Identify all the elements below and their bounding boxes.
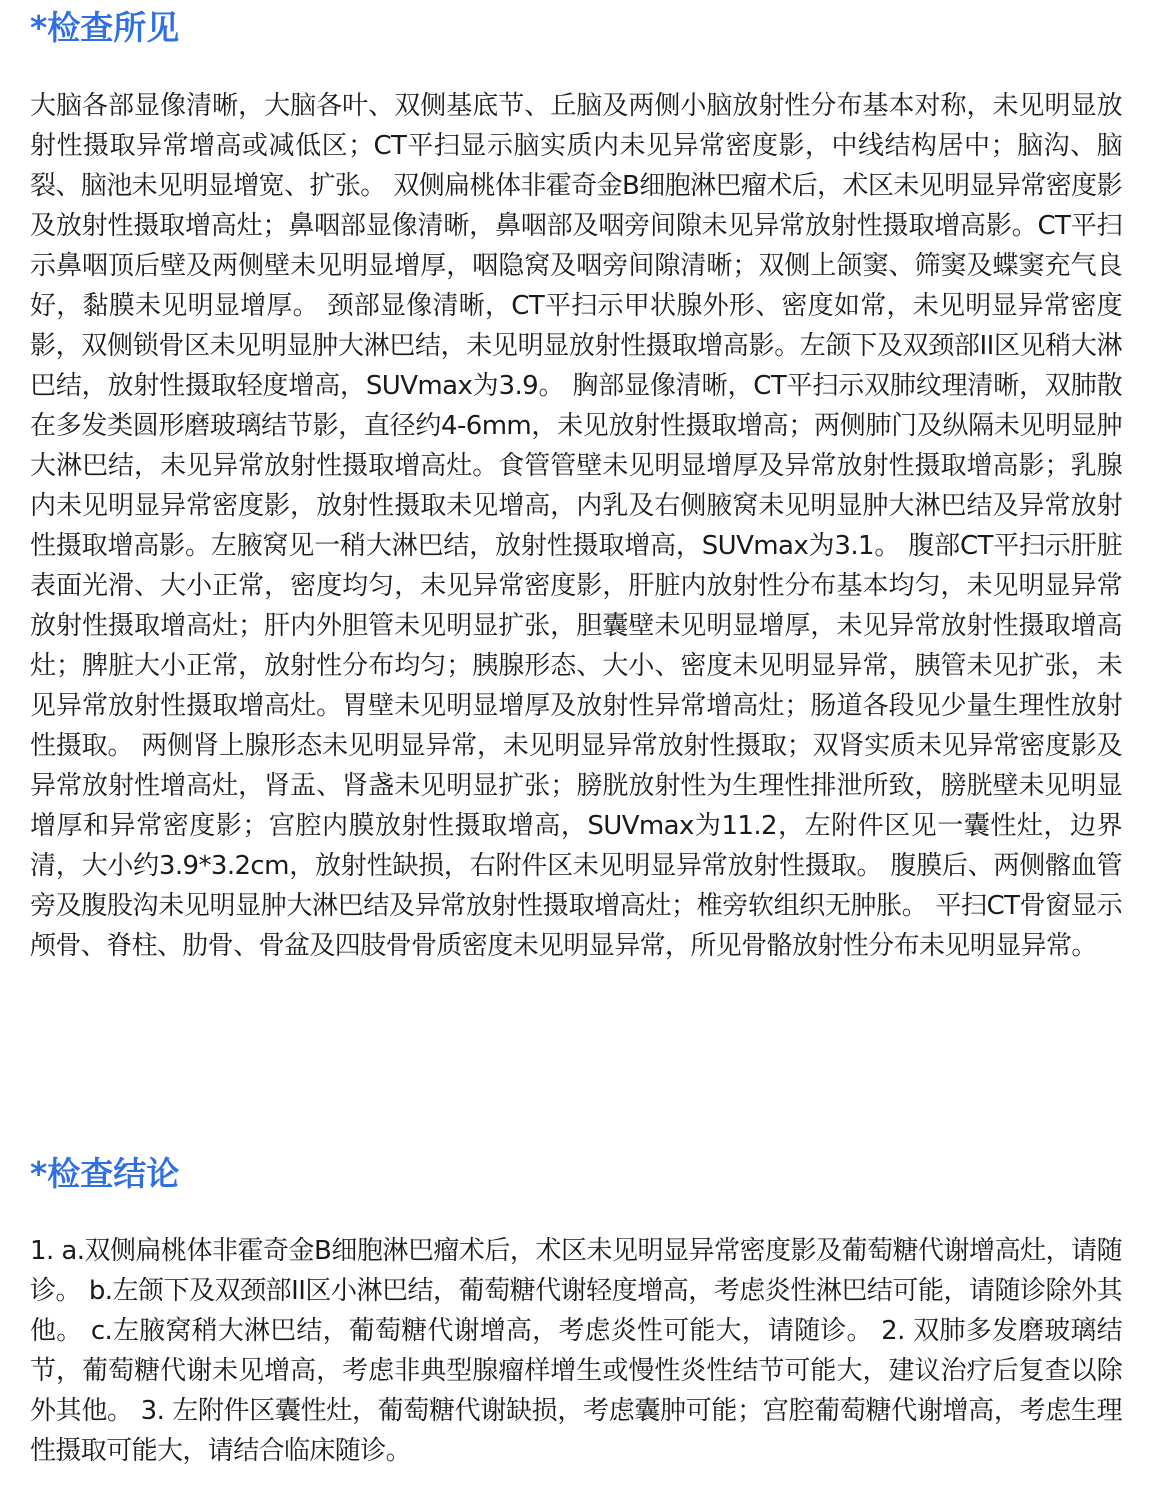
required-marker: *: [30, 1154, 48, 1193]
findings-heading: [30, 8, 179, 48]
conclusion-heading: [30, 1154, 179, 1194]
findings-text: 大脑各部显像清晰，大脑各叶、双侧基底节、丘脑及两侧小脑放射性分布基本对称，未见明显放射性摄取异常增高或减低区；CT平扫显示脑实质内未见异常密度影，中线结构居中；脑沟、脑裂、脑池未见明显增宽、扩张。 双侧扁桃体非霍奇金B细胞淋巴瘤术后，术区未见明显异常密度影及放射性摄取增高灶；鼻咽部显像清晰，鼻咽部及咽旁间隙未见异常放射性摄取增高影。CT平扫示鼻咽顶后壁及两侧壁未见明显增厚，咽隐窝及咽旁间隙清晰；双侧上颌窦、筛窦及蝶窦充气良好，黏膜未见明显增厚。 颈部显像清晰，CT平扫示甲状腺外形、密度如常，未见明显异常密度影，双侧锁骨区未见明显肿大淋巴结，未见明显放射性摄取增高影。左颌下及双颈部II区见稍大淋巴结，放射性摄取轻度增高，SUVmax为3.9。 胸部显像清晰，CT平扫示双肺纹理清晰，双肺散在多发类圆形磨玻璃结节影，直径约4-6mm，未见放射性摄取增高；两侧肺门及纵隔未见明显肿大淋巴结，未见异常放射性摄取增高灶。食管管壁未见明显增厚及异常放射性摄取增高影；乳腺内未见明显异常密度影，放射性摄取未见增高，内乳及右侧腋窝未见明显肿大淋巴结及异常放射性摄取增高影。左腋窝见一稍大淋巴结，放射性摄取增高，SUVmax为3.1。 腹部CT平扫示肝脏表面光滑、大小正常，密度均匀，未见异常密度影，肝脏内放射性分布基本均匀，未见明显异常放射性摄取增高灶；肝内外胆管未见明显扩张，胆囊壁未见明显增厚，未见异常放射性摄取增高灶；脾脏大小正常，放射性分布均匀；胰腺形态、大小、密度未见明显异常，胰管未见扩张，未见异常放射性摄取增高灶。胃壁未见明显增厚及放射性异常增高灶；肠道各段见少量生理性放射性摄取。 两侧肾上腺形态未见明显异常，未见明显异常放射性摄取；双肾实质未见异常密度影及异常放射性增高灶，肾盂、肾盏未见明显扩张；膀胱放射性为生理性排泄所致，膀胱壁未见明显增厚和异常密度影；宫腔内膜放射性摄取增高，SUVmax为11.2，左附件区见一囊性灶，边界清，大小约3.9*3.2cm，放射性缺损，右附件区未见明显异常放射性摄取。 腹膜后、两侧髂血管旁及腹股沟未见明显肿大淋巴结及异常放射性摄取增高灶；椎旁软组织无肿胀。 平扫CT骨窗显示颅骨、脊柱、肋骨、骨盆及四肢骨骨质密度未见明显异常，所见骨骼放射性分布未见明显异常。: [30, 91, 1122, 961]
required-marker: *: [30, 8, 48, 47]
conclusion-heading-label: 检查结论: [47, 1154, 180, 1193]
conclusion-text: 1. a.双侧扁桃体非霍奇金B细胞淋巴瘤术后，术区未见明显异常密度影及葡萄糖代谢增高灶，请随诊。 b.左颌下及双颈部II区小淋巴结，葡萄糖代谢轻度增高，考虑炎性淋巴结可能，请随诊除外其他。 c.左腋窝稍大淋巴结，葡萄糖代谢增高，考虑炎性可能大，请随诊。 2. 双肺多发磨玻璃结节，葡萄糖代谢未见增高，考虑非典型腺瘤样增生或慢性炎性结节可能大，建议治疗后复查以除外其他。 3. 左附件区囊性灶，葡萄糖代谢缺损，考虑囊肿可能；宫腔葡萄糖代谢增高，考虑生理性摄取可能大，请结合临床随诊。: [30, 1236, 1122, 1466]
findings-heading-label: 检查所见: [47, 8, 180, 47]
